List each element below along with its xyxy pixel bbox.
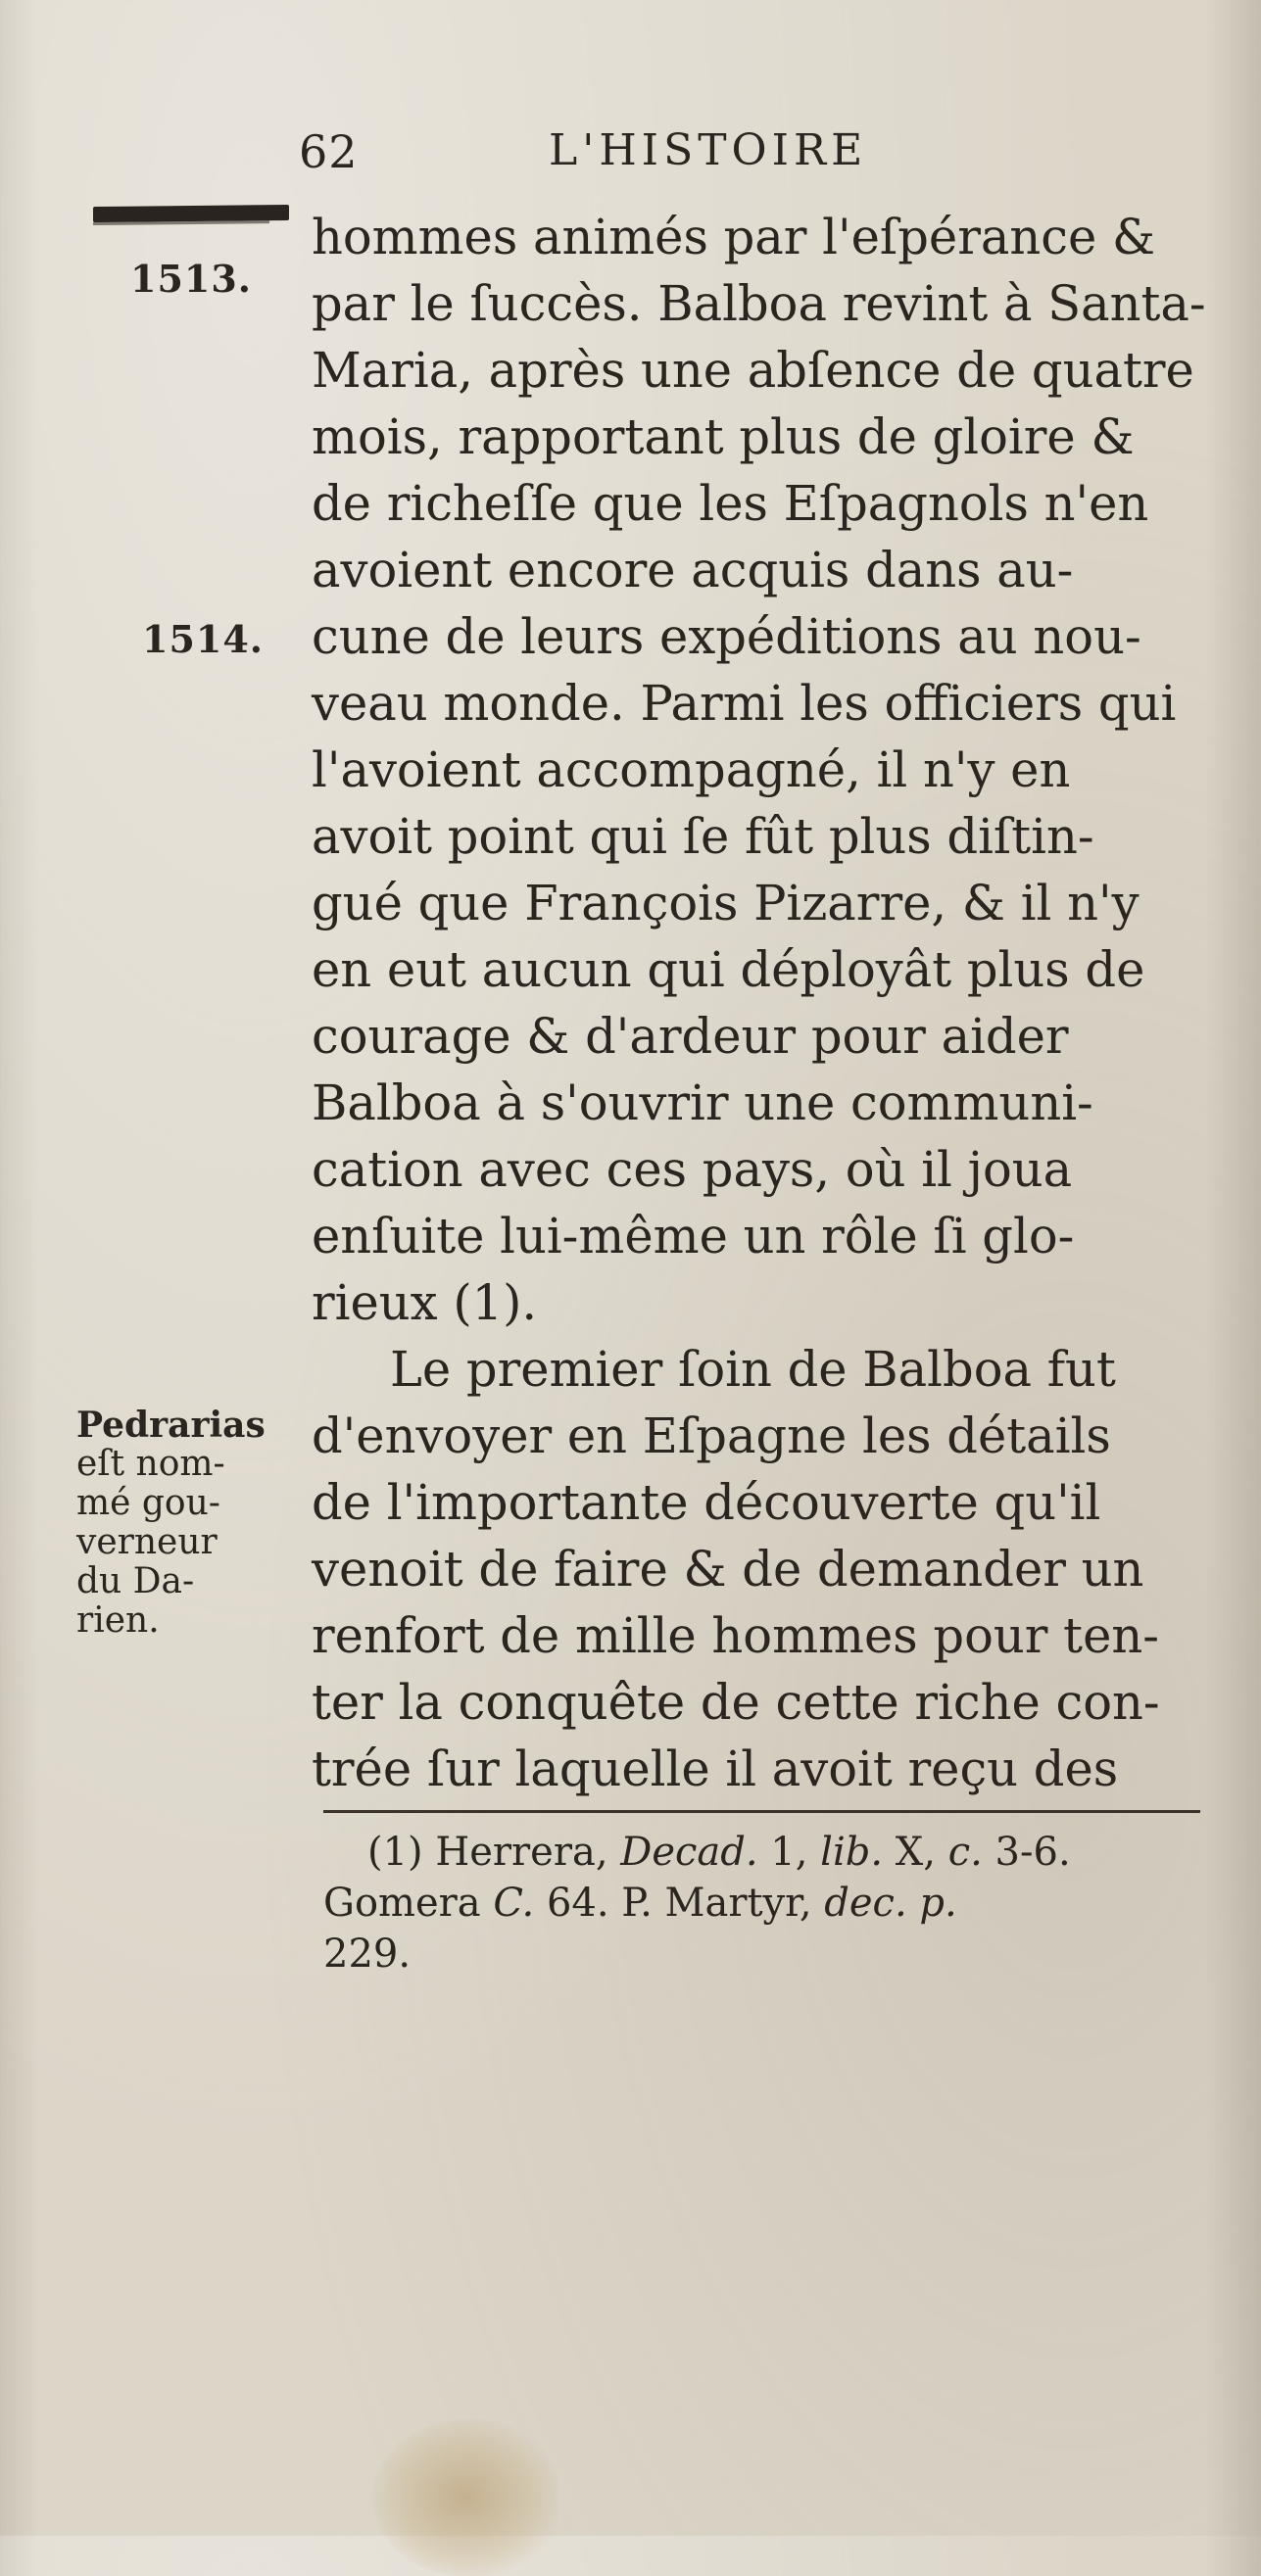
paragraph-start-line: Le premier ſoin de Balboa fut — [390, 1341, 1116, 1398]
body-line: veau monde. Parmi les officiers qui — [312, 675, 1177, 732]
footnote-text: 64. P. Martyr, — [534, 1881, 825, 1926]
sidenote-line: mé gou- — [76, 1483, 220, 1523]
footnote-text: 3-6. — [982, 1830, 1071, 1875]
body-line: de l'importante découverte qu'il — [312, 1474, 1101, 1531]
footnote-italic: C. — [493, 1881, 535, 1926]
sidenote-line: du Da- — [76, 1561, 195, 1601]
body-line: mois, rapportant plus de gloire & — [312, 408, 1135, 465]
running-title: L'HISTOIRE — [549, 125, 868, 175]
body-line: trée ſur laquelle il avoit reçu des — [312, 1741, 1119, 1797]
footnote-italic: c. — [947, 1830, 983, 1875]
sidenote-line: eſt nom- — [76, 1444, 225, 1484]
footnote-text: 1, — [757, 1830, 821, 1875]
footnote-divider — [323, 1810, 1200, 1813]
body-line: d'envoyer en Eſpagne les détails — [312, 1407, 1111, 1464]
body-line: cation avec ces pays, où il joua — [312, 1141, 1073, 1198]
body-text — [312, 204, 1206, 1802]
body-line: avoient encore acquis dans au- — [312, 542, 1074, 598]
footnote-italic: dec. — [824, 1881, 907, 1926]
sidenote-line: Pedrarias — [76, 1405, 266, 1446]
body-line: de richeſſe que les Eſpagnols n'en — [312, 475, 1149, 532]
body-line: ter la conquête de cette riche con- — [312, 1674, 1160, 1731]
body-line: par le ſuccès. Balboa revint à Santa- — [312, 275, 1206, 332]
footnote-line-3: 229. — [323, 1932, 412, 1977]
margin-year-1513: 1513. — [130, 257, 252, 301]
body-line: Maria, après une abſence de quatre — [312, 342, 1194, 399]
body-line: avoit point qui ſe fût plus diſtin- — [312, 808, 1094, 865]
paper-stain — [372, 2419, 558, 2576]
footnote-text: X, — [883, 1830, 948, 1875]
sidenote-line: rien. — [76, 1600, 160, 1641]
body-line: hommes animés par l'eſpérance & — [312, 209, 1156, 265]
body-line: l'avoient accompagné, il n'y en — [312, 741, 1071, 798]
body-line: rieux (1). — [312, 1274, 538, 1331]
footnote-text: Gomera — [323, 1881, 494, 1926]
sidenote-line: verneur — [76, 1522, 218, 1562]
page-number: 62 — [299, 125, 359, 178]
body-line: venoit de faire & de demander un — [312, 1541, 1144, 1598]
body-line: gué que François Pizarre, & il n'y — [312, 875, 1140, 931]
footnote-text — [907, 1881, 920, 1926]
footnote-italic: Decad. — [620, 1830, 758, 1875]
footnote-line-1 — [323, 1827, 1205, 1878]
margin-year-1514: 1514. — [142, 617, 264, 661]
body-line: cune de leurs expéditions au nou- — [312, 608, 1141, 665]
footnote — [323, 1827, 1205, 1980]
footnote-text: (1) Herrera, — [367, 1830, 621, 1875]
footnote-italic: p. — [919, 1881, 957, 1926]
margin-rule-mark — [93, 205, 289, 222]
footnote-line-2 — [323, 1878, 1205, 1929]
body-line: enſuite lui-même un rôle ſi glo- — [312, 1208, 1075, 1264]
body-line: Balboa à s'ouvrir une communi- — [312, 1074, 1093, 1131]
body-line: renfort de mille hommes pour ten- — [312, 1607, 1159, 1664]
body-line: courage & d'ardeur pour aider — [312, 1008, 1069, 1065]
footnote-italic: lib. — [820, 1830, 884, 1875]
page-header — [299, 125, 985, 184]
body-line: en eut aucun qui déployât plus de — [312, 941, 1145, 998]
margin-sidenote — [76, 1406, 321, 1641]
